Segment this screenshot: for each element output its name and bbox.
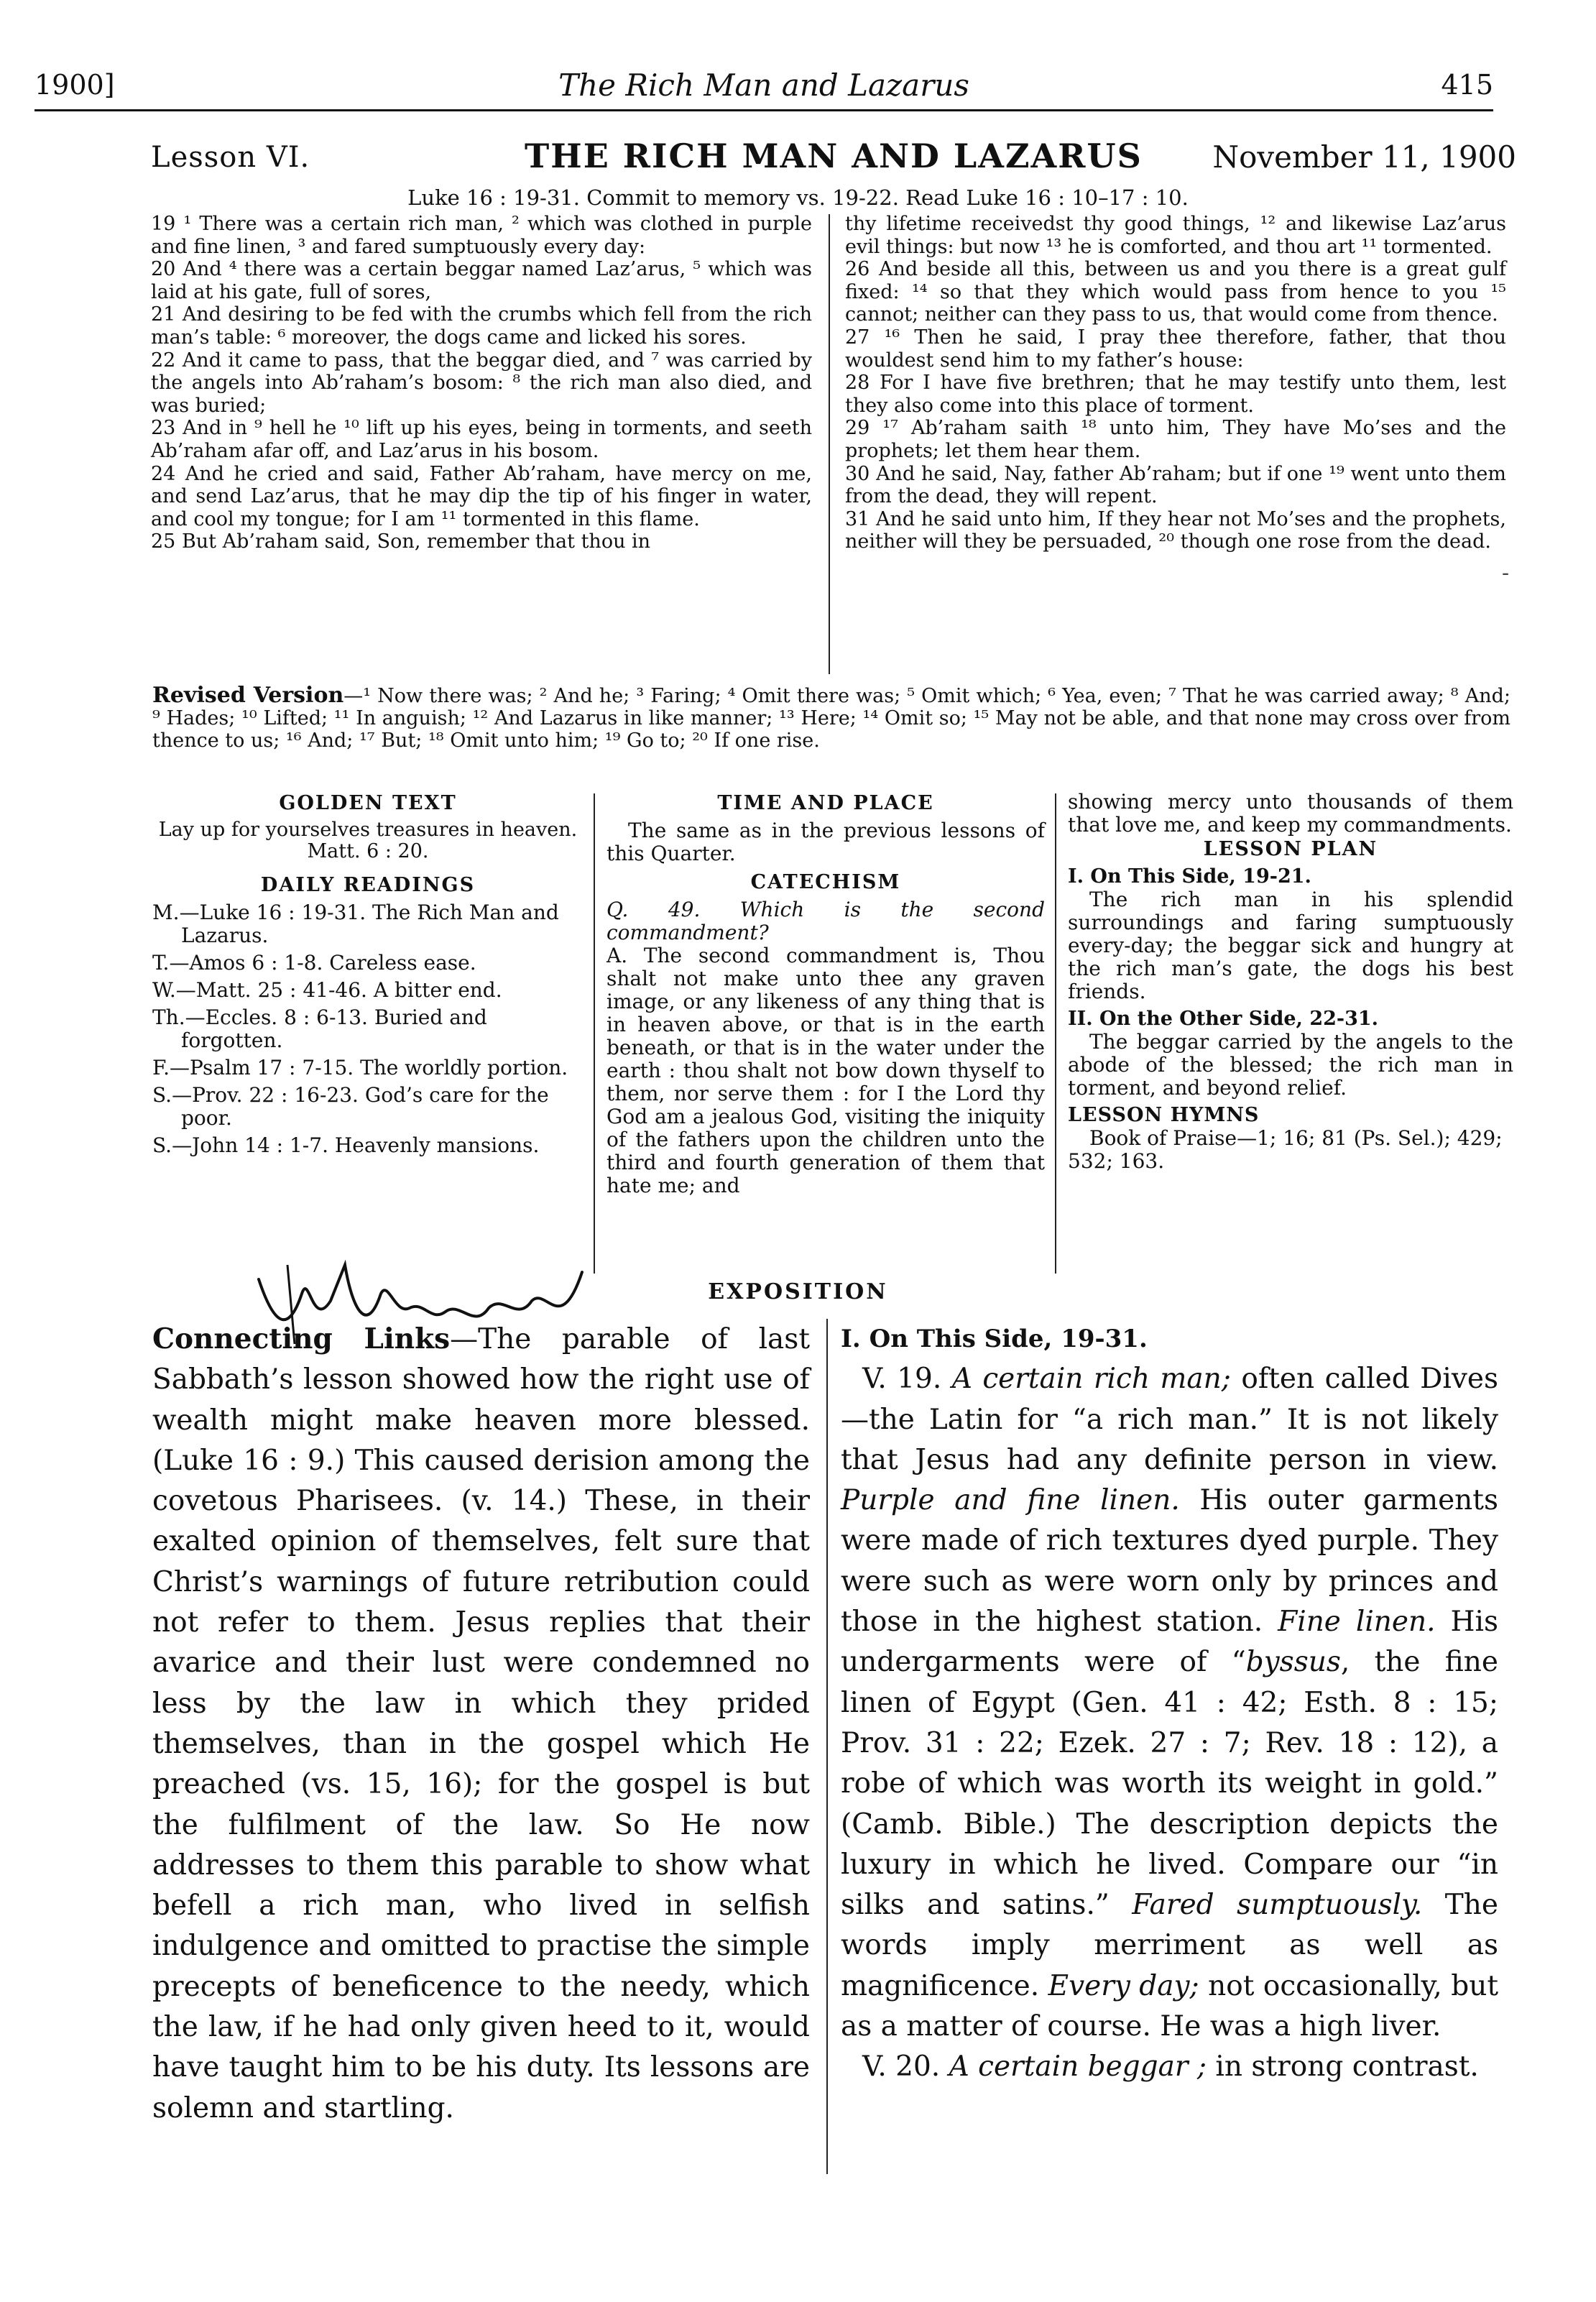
stray-mark: -: [1502, 561, 1510, 586]
commentary-text: His outer garments were made of rich textures dyed purple. They were such as were worn only by princes and those in the highest station.: [841, 1484, 1498, 1639]
verse: 23 And in ⁹ hell he ¹⁰ lift up his eyes, being in torments, and seeth Ab’raham afar off, and Laz’arus in his bosom.: [151, 417, 812, 462]
verse: 22 And it came to pass, that the beggar died, and ⁷ was carried by the angels into Ab’raham’s bosom: ⁸ the rich man also died, and was buried;: [151, 349, 812, 417]
column-divider: [826, 1319, 828, 2174]
exposition-subheading: I. On This Side, 19-31.: [841, 1325, 1148, 1353]
lesson-reference: Luke 16 : 19-31. Commit to memory vs. 19-22. Read Luke 16 : 10–17 : 10.: [407, 185, 1189, 210]
verse-phrase: Fine linen.: [1278, 1606, 1436, 1639]
lesson-plan-part-2-title: II. On the Other Side, 22-31.: [1068, 1008, 1379, 1030]
verse-label: V. 19.: [862, 1363, 942, 1396]
verse: 31 And he said unto him, If they hear not Mo’ses and the prophets, neither will they be persuaded, ²⁰ though one rose from the dead.: [845, 507, 1506, 553]
column-divider: [1055, 793, 1056, 1274]
list-item: F.—Psalm 17 : 7-15. The worldly portion.: [152, 1056, 568, 1079]
connecting-links-lead: Connecting Links: [152, 1322, 451, 1355]
lesson-helps: [152, 791, 1514, 1279]
verse: 26 And beside all this, between us and you there is a great gulf fixed: ¹⁴ so that they which would pass from hence to you ¹⁵ cannot; neither can they pass to us, that would come from thence.: [845, 258, 1506, 326]
commentary-text: The words imply merriment as well as magnificence.: [841, 1889, 1499, 2002]
catechism-continued: showing mercy unto thousands of them that love me, and keep my commandments.: [1068, 790, 1513, 837]
verse: 24 And he cried and said, Father Ab’raham, have mercy on me, and send Laz’arus, that he may dip the tip of his finger in water, and cool my tongue; for I am ¹¹ tormented in this flame.: [151, 462, 812, 530]
list-item: T.—Amos 6 : 1-8. Careless ease.: [152, 951, 476, 975]
verse-label: V. 20.: [862, 2050, 941, 2084]
revised-version-text: —¹ Now there was; ² And he; ³ Faring; ⁴ Omit there was; ⁵ Omit which; ⁶ Yea, even; ⁷ That he was carried away; ⁸ And; ⁹ Hades; ¹⁰ Lifted; ¹¹ In anguish; ¹² And Lazarus in like manner; ¹³ Here; ¹⁴ Omit so; ¹⁵ May not be able, and that none may cross over from thence to us; ¹⁶ And; ¹⁷ But; ¹⁸ Omit unto him; ¹⁹ Go to; ²⁰ If one rise.: [152, 685, 1510, 752]
column-divider: [594, 793, 595, 1274]
list-item: S.—Prov. 22 : 16-23. God’s care for the poor.: [152, 1083, 549, 1130]
verse: 30 And he said, Nay, father Ab’raham; but if one ¹⁹ went unto them from the dead, they will repent.: [845, 462, 1506, 508]
time-place-heading: TIME AND PLACE: [717, 792, 934, 814]
golden-text: Lay up for yourselves treasures in heaven. Matt. 6 : 20.: [158, 819, 578, 862]
lesson-heading: [151, 137, 1516, 180]
verse: 27 ¹⁶ Then he said, I pray thee therefore, father, that thou wouldest send him to my father’s house:: [845, 326, 1506, 372]
running-title: The Rich Man and Lazarus: [558, 68, 969, 103]
lesson-plan-part-1-title: I. On This Side, 19-21.: [1068, 865, 1311, 888]
helps-column-1: [152, 791, 583, 1161]
verse: 19 ¹ There was a certain rich man, ² which was clothed in purple and fine linen, ³ and fared sumptuously every day:: [151, 213, 812, 258]
commentary-text: , the fine linen of Egypt (Gen. 41 : 42; Esth. 8 : 15; Prov. 31 : 22; Ezek. 27 : 7; Rev. 18 : 12), a robe of which was worth its weight in gold.” (Camb. Bible.) The description depicts the luxury in which he lived. Compare our “in silks and satins.”: [841, 1646, 1498, 1922]
revised-version-label: Revised Version: [152, 683, 344, 708]
daily-readings-heading: DAILY READINGS: [260, 874, 476, 896]
daily-readings-list: [152, 901, 583, 1157]
helps-column-3: [1068, 791, 1513, 1173]
year-marker: 1900]: [34, 69, 115, 101]
verse: 21 And desiring to be fed with the crumbs which fell from the rich man’s table: ⁶ moreover, the dogs came and licked his sores.: [151, 303, 812, 349]
time-place-text: The same as in the previous lessons of this Quarter.: [606, 819, 1045, 865]
verse: 29 ¹⁷ Ab’raham saith ¹⁸ unto him, They have Mo’ses and the prophets; let them hear them.: [845, 417, 1506, 462]
lesson-hymns-heading: LESSON HYMNS: [1068, 1104, 1260, 1126]
exposition-body: [152, 1319, 1514, 2181]
catechism-question: Q. 49. Which is the second commandment?: [606, 898, 1045, 944]
helps-column-2: [606, 791, 1045, 1197]
list-item: S.—John 14 : 1-7. Heavenly mansions.: [152, 1133, 540, 1157]
revised-version-notes: [152, 684, 1510, 752]
lesson-plan-heading: LESSON PLAN: [1203, 838, 1378, 860]
connecting-links-text: —The parable of last Sabbath’s lesson showed how the right use of wealth might make heaven more blessed. (Luke 16 : 9.) This caused derision among the covetous Pharisees. (v. 14.) These, in their exalted opinion of themselves, felt sure that Christ’s warnings of future retribution could not refer to them. Jesus replies that their avarice and their lust were condemned no less by the law in which they prided themselves, than in the gospel which He preached (vs. 15, 16); for the gospel is but the fulfilment of the law. So He now addresses to them this parable to show what befell a rich man, who lived in selfish indulgence and omitted to practise the simple precepts of beneficence to the needy, which the law, if he had only given heed to it, would have taught him to be his duty. Its lessons are solemn and startling.: [152, 1323, 810, 2124]
commentary-text: His undergarments were of “: [841, 1606, 1498, 1679]
column-divider: [829, 214, 830, 674]
verse: 25 But Ab’raham said, Son, remember that thou in: [151, 530, 651, 553]
catechism-answer: A. The second commandment is, Thou shalt not make unto thee any graven image, or any likeness of any thing that is in heaven above, or that is in the earth beneath, or that is in the water under the earth : thou shalt not bow down thyself to them, nor serve them : for I the Lord thy God am a jealous God, visiting the iniquity of the fathers upon the children unto the third and fourth generation of them that hate me; and: [606, 944, 1045, 1197]
list-item: M.—Luke 16 : 19-31. The Rich Man and Lazarus.: [152, 901, 559, 947]
exposition-heading: EXPOSITION: [708, 1279, 888, 1304]
exposition-left-column: [152, 1319, 810, 2129]
verse-phrase: Fared sumptuously.: [1132, 1889, 1423, 1922]
lesson-hymns-text: Book of Praise—1; 16; 81 (Ps. Sel.); 429; 532; 163.: [1068, 1126, 1503, 1173]
verse-phrase: A certain rich man;: [951, 1363, 1231, 1396]
lesson-plan-part-2-text: The beggar carried by the angels to the abode of the blessed; the rich man in torment, and beyond relief.: [1068, 1030, 1513, 1100]
scripture-right-column: [845, 213, 1506, 553]
scripture-left-column: [151, 213, 812, 553]
scripture-passage: [151, 213, 1513, 680]
verse: thy lifetime receivedst thy good things, ¹² and likewise Laz’arus evil things: but now ¹³ he is comforted, and thou art ¹¹ tormented.: [845, 213, 1506, 258]
golden-text-heading: GOLDEN TEXT: [279, 792, 457, 814]
page-number: 415: [1441, 69, 1493, 101]
list-item: W.—Matt. 25 : 41-46. A bitter end.: [152, 978, 502, 1002]
running-head: [34, 66, 1493, 111]
commentary-text: often called Dives—the Latin for “a rich man.” It is not likely that Jesus had any definite person in view.: [841, 1363, 1498, 1476]
lesson-title: THE RICH MAN AND LAZARUS: [525, 137, 1143, 175]
verse-phrase: Every day;: [1048, 1969, 1199, 2002]
lesson-date: November 11, 1900: [1212, 139, 1516, 175]
catechism-heading: CATECHISM: [750, 871, 901, 893]
exposition-right-column: [841, 1319, 1498, 2088]
handwritten-signature: [244, 1251, 589, 1351]
verse-phrase: Purple and fine linen.: [841, 1484, 1180, 1517]
commentary-text: in strong contrast.: [1207, 2050, 1479, 2084]
lesson-plan-part-1-text: The rich man in his splendid surroundings and faring sumptuously every-day; the beggar sick and hungry at the rich man’s gate, the dogs his best friends.: [1068, 888, 1513, 1003]
verse-phrase: A certain beggar ;: [949, 2050, 1207, 2084]
commentary-text: not occasionally, but as a matter of course. He was a high liver.: [841, 1969, 1498, 2043]
verse: 28 For I have five brethren; that he may testify unto them, lest they also come into this place of torment.: [845, 372, 1506, 417]
lesson-number: Lesson VI.: [151, 141, 310, 174]
verse-phrase: byssus: [1245, 1646, 1341, 1679]
list-item: Th.—Eccles. 8 : 6-13. Buried and forgotten.: [152, 1005, 487, 1052]
verse: 20 And ⁴ there was a certain beggar named Laz’arus, ⁵ which was laid at his gate, full of sores,: [151, 258, 812, 303]
